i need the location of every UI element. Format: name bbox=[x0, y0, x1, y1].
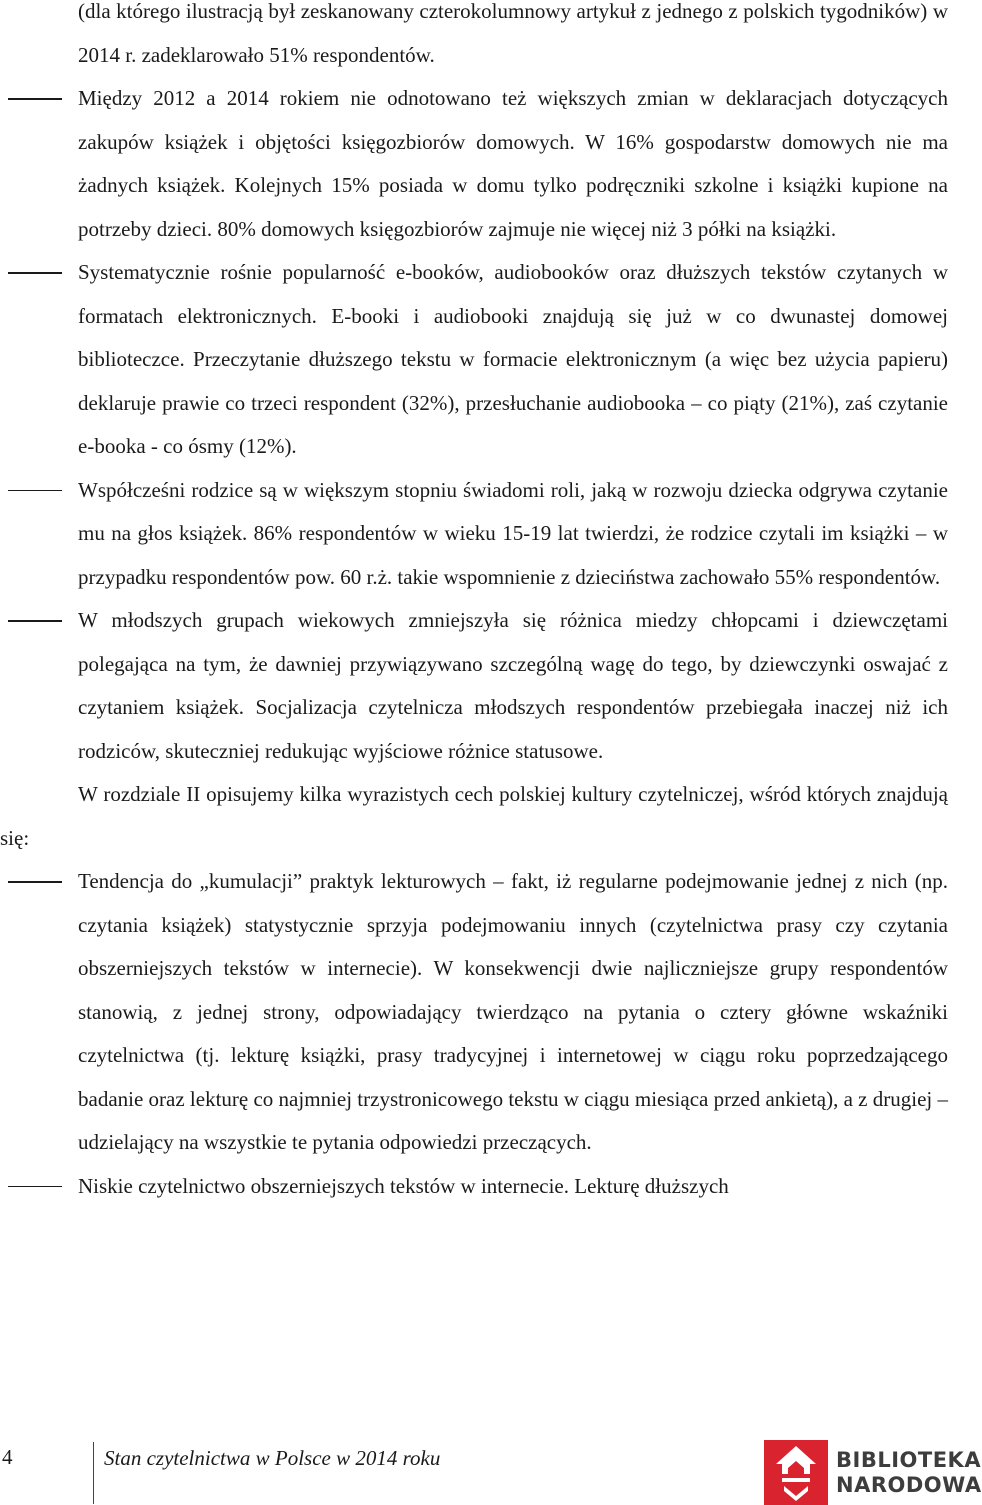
bullet-text: Niskie czytelnictwo obszerniejszych tekstów w internecie. Lekturę dłuższych bbox=[78, 1173, 729, 1198]
footer-divider bbox=[93, 1442, 94, 1504]
logo-text-line1: BIBLIOTEKA bbox=[836, 1448, 982, 1472]
dash-bullet bbox=[8, 620, 62, 622]
bullet-text: Tendencja do „kumulacji” praktyk lekturowych – fakt, iż regularne podejmowanie jednej z nich (np. czytania książek) statystycznie sprzyja podejmowaniu innych (czytelnictwa prasy czy czytania obszerniejszych tekstów w internecie). W konsekwencji dwie najliczniejsze grupy respondentów stanowią, z jednej strony, odpowiadający twierdząco na pytania o cztery główne wskaźniki czytelnictwa (tj. lekturę książki, prasy tradycyjnej i internetowej w ciągu roku poprzedzającego badanie oraz lekturę co najmniej trzystronicowego tekstu w ciągu miesiąca przed ankietą), a z drugiej – udzielający na wszystkie te pytania odpowiedzi przeczących. bbox=[78, 869, 948, 1154]
page-number: 4 bbox=[2, 1445, 13, 1469]
bullet-text: Między 2012 a 2014 rokiem nie odnotowano też większych zmian w deklaracjach dotyczących zakupów książek i objętości księgozbiorów domowych. W 16% gospodarstw domowych nie ma żadnych książek. Kolejnych 15% posiada w domu tylko podręczniki szkolne i książki kupione na potrzeby dzieci. 80% domowych księgozbiorów zajmuje nie więcej niż 3 półki na książki. bbox=[78, 86, 948, 241]
logo-text-line2: NARODOWA bbox=[836, 1473, 982, 1497]
dash-bullet bbox=[8, 98, 62, 100]
bullet-item-parents-reading bbox=[0, 469, 948, 600]
dash-bullet bbox=[8, 490, 62, 492]
eagle-emblem-icon bbox=[764, 1436, 828, 1505]
dash-bullet bbox=[8, 1186, 62, 1188]
chapter-intro-paragraph: W rozdziale II opisujemy kilka wyrazistych cech polskiej kultury czytelniczej, wśród których znajdują się: bbox=[0, 782, 948, 850]
dash-bullet bbox=[8, 272, 62, 274]
bullet-text: Współcześni rodzice są w większym stopniu świadomi roli, jaką w rozwoju dziecka odgrywa czytanie mu na głos książek. 86% respondentów w wieku 15-19 lat twierdzi, że rodzice czytali im książki – w przypadku respondentów pow. 60 r.ż. takie wspomnienie z dzieciństwa zachowało 55% respondentów. bbox=[78, 477, 948, 589]
bullet-item-book-purchases bbox=[0, 77, 948, 251]
bullet-item-online-reading bbox=[0, 1165, 948, 1209]
biblioteka-narodowa-logo bbox=[764, 1436, 982, 1505]
bullet-text: W młodszych grupach wiekowych zmniejszyła się różnica miedzy chłopcami i dziewczętami polegająca na tym, że dawniej przywiązywano szczególną wagę do tego, by dziewczynki oswajać z czytaniem książek. Socjalizacja czytelnicza młodszych respondentów przebiegała inaczej niż ich rodziców, skuteczniej redukując wyjściowe różnice statusowe. bbox=[78, 608, 948, 763]
bullet-item-ebooks bbox=[0, 251, 948, 469]
bullet-item-accumulation bbox=[0, 860, 948, 1165]
bullet-text: Systematycznie rośnie popularność e-booków, audiobooków oraz dłuższych tekstów czytanych w formatach elektronicznych. E-booki i audiobooki znajdują się już w co dwunastej domowej biblioteczce. Przeczytanie dłuższego tekstu w formacie elektronicznym (a więc bez użycia papieru) deklaruje prawie co trzeci respondent (32%), przesłuchanie audiobooka – co piąty (21%), zaś czytanie e-booka - co ósmy (12%). bbox=[78, 260, 948, 458]
dash-bullet bbox=[8, 881, 62, 883]
bullet-item-gender-gap bbox=[0, 599, 948, 773]
footer-title: Stan czytelnictwa w Polsce w 2014 roku bbox=[104, 1446, 441, 1470]
paragraph-continuation: (dla którego ilustracją był zeskanowany czterokolumnowy artykuł z jednego z polskich tygodników) w 2014 r. zadeklarowało 51% respondentów. bbox=[78, 0, 948, 67]
page-footer bbox=[0, 1436, 982, 1505]
